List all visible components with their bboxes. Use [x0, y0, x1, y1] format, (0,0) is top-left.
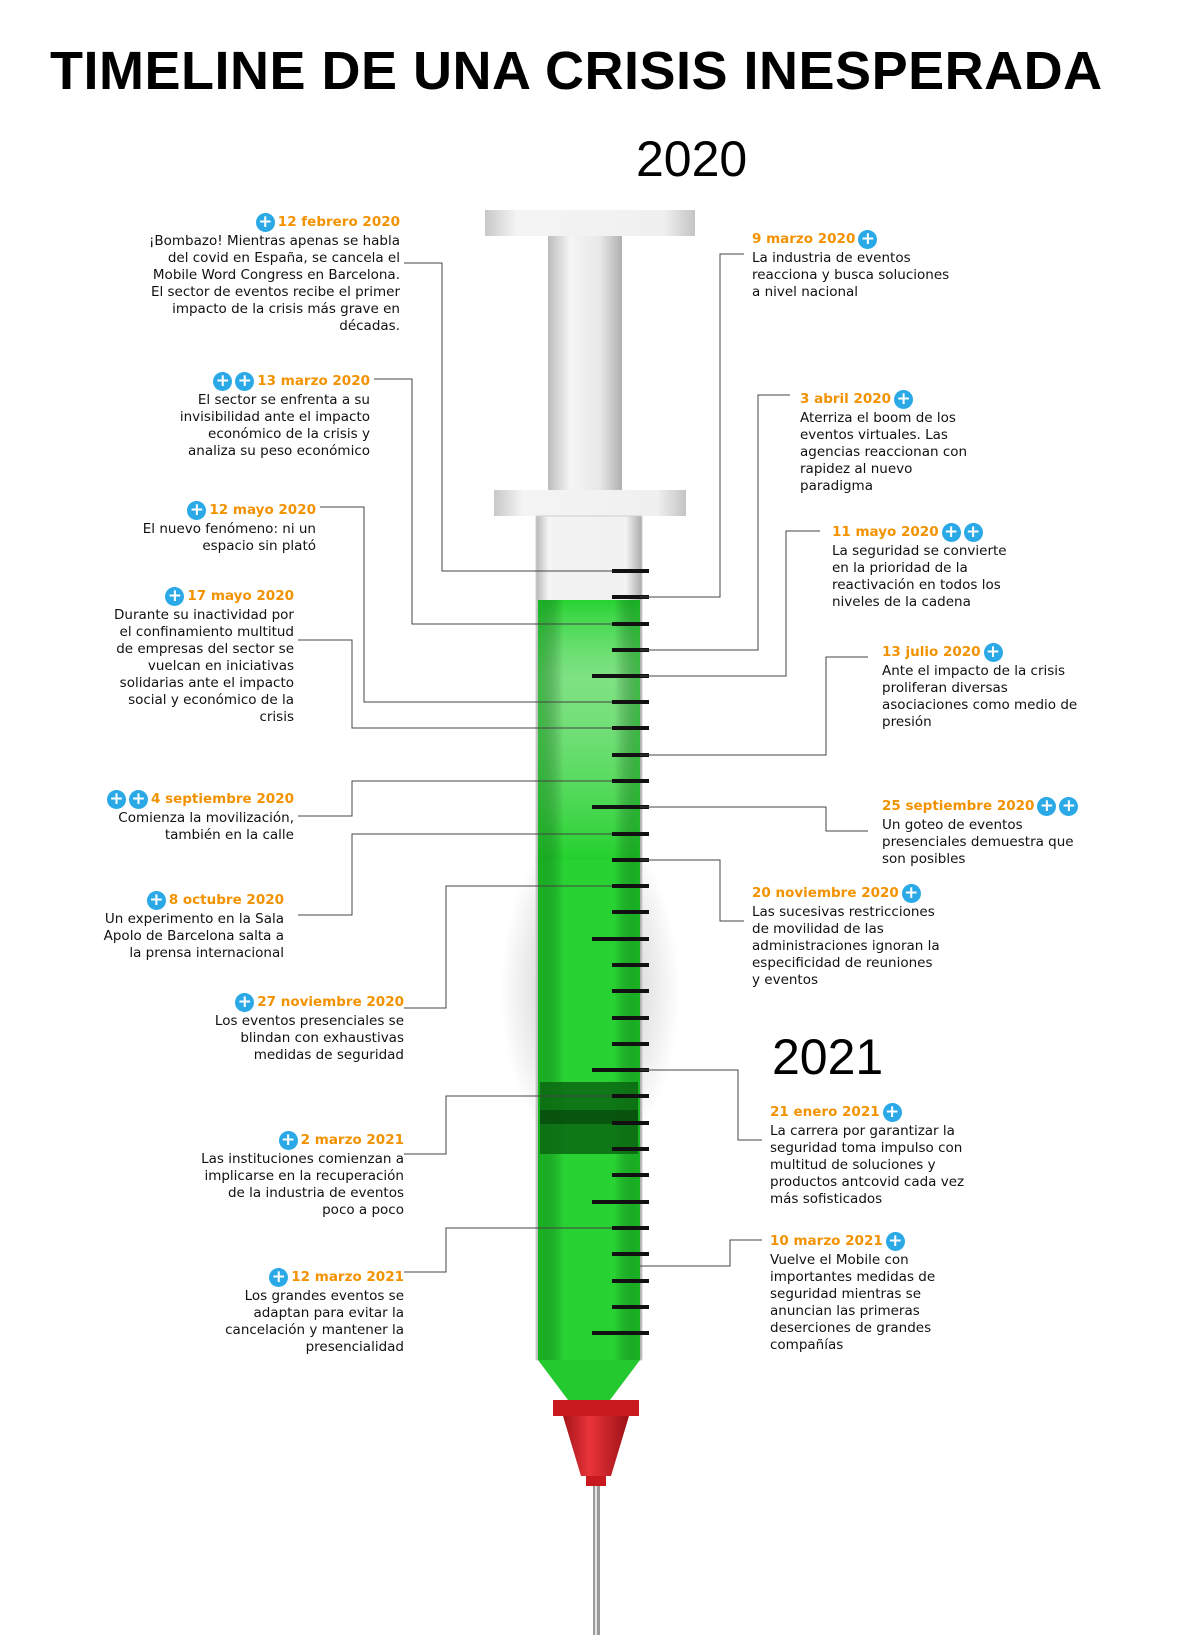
event-date: 12 marzo 2021 [291, 1269, 404, 1285]
event-12-mayo-2020 [130, 501, 316, 555]
plus-icon[interactable]: + [964, 523, 983, 542]
event-25-septiembre-2020 [882, 797, 1092, 868]
plus-icon[interactable]: + [235, 993, 254, 1012]
event-8-octubre-2020 [90, 891, 284, 962]
plus-icon[interactable]: + [886, 1232, 905, 1251]
event-description: Los grandes eventos se adaptan para evitar la cancelación y mantener la presencialidad [225, 1288, 404, 1355]
event-description: La industria de eventos reacciona y busca soluciones a nivel nacional [752, 250, 950, 300]
plus-icon[interactable]: + [235, 372, 254, 391]
event-date: 8 octubre 2020 [168, 892, 284, 908]
event-3-abril-2020 [800, 390, 975, 495]
event-date: 27 noviembre 2020 [257, 994, 404, 1010]
year-2021-label: 2021 [772, 1029, 884, 1085]
event-description: Las sucesivas restricciones de movilidad de las administraciones ignoran la especificidad de reuniones y eventos [752, 904, 940, 988]
plus-icon[interactable]: + [902, 884, 921, 903]
event-date: 12 febrero 2020 [277, 214, 400, 230]
plus-icon[interactable]: + [1059, 797, 1078, 816]
event-13-julio-2020 [882, 643, 1078, 731]
plus-icon[interactable]: + [894, 390, 913, 409]
event-description: Un goteo de eventos presenciales demuestra que son posibles [882, 817, 1074, 867]
event-2-marzo-2021 [200, 1131, 404, 1219]
event-27-noviembre-2020 [200, 993, 404, 1064]
plus-icon[interactable]: + [279, 1131, 298, 1150]
event-description: Comienza la movilización, también en la calle [118, 810, 294, 843]
plus-icon[interactable]: + [1037, 797, 1056, 816]
plus-icon[interactable]: + [883, 1103, 902, 1122]
plus-icon[interactable]: + [858, 230, 877, 249]
plus-icon[interactable]: + [942, 523, 961, 542]
event-description: La seguridad se convierte en la prioridad de la reactivación en todos los niveles de la cadena [832, 543, 1007, 610]
event-date: 13 julio 2020 [882, 644, 981, 660]
event-description: Aterriza el boom de los eventos virtuales. Las agencias reaccionan con rapidez al nuevo paradigma [800, 410, 968, 494]
event-9-marzo-2020 [752, 230, 952, 301]
event-date: 2 marzo 2021 [300, 1132, 404, 1148]
event-date: 3 abril 2020 [800, 391, 892, 407]
page-title: TIMELINE DE UNA CRISIS INESPERADA [50, 41, 1103, 101]
event-date: 12 mayo 2020 [209, 502, 316, 518]
event-date: 21 enero 2021 [770, 1104, 880, 1120]
plus-icon[interactable]: + [984, 643, 1003, 662]
plus-icon[interactable]: + [187, 501, 206, 520]
event-date: 25 septiembre 2020 [882, 798, 1035, 814]
plus-icon[interactable]: + [269, 1268, 288, 1287]
event-description: El nuevo fenómeno: ni un espacio sin plató [142, 521, 316, 554]
event-11-mayo-2020 [832, 523, 1022, 611]
event-20-noviembre-2020 [752, 884, 942, 989]
event-description: Un experimento en la Sala Apolo de Barcelona salta a la prensa internacional [103, 911, 284, 961]
event-description: Las instituciones comienzan a implicarse en la recuperación de la industria de eventos poco a poco [201, 1151, 404, 1218]
event-date: 17 mayo 2020 [187, 588, 294, 604]
event-date: 11 mayo 2020 [832, 524, 939, 540]
event-description: El sector se enfrenta a su invisibilidad ante el impacto económico de la crisis y analiza su peso económico [179, 392, 370, 459]
plus-icon[interactable]: + [147, 891, 166, 910]
plus-icon[interactable]: + [256, 213, 275, 232]
event-17-mayo-2020 [100, 587, 294, 726]
event-description: Ante el impacto de la crisis proliferan diversas asociaciones como medio de presión [882, 663, 1078, 730]
event-10-marzo-2021 [770, 1232, 960, 1354]
event-date: 10 marzo 2021 [770, 1233, 883, 1249]
event-12-febrero-2020 [140, 213, 400, 335]
plus-icon[interactable]: + [213, 372, 232, 391]
plus-icon[interactable]: + [165, 587, 184, 606]
event-description: Vuelve el Mobile con importantes medidas de seguridad mientras se anuncian las primeras deserciones de grandes compañías [770, 1252, 936, 1353]
year-2020-label: 2020 [636, 131, 748, 187]
plus-icon[interactable]: + [129, 790, 148, 809]
event-date: 20 noviembre 2020 [752, 885, 899, 901]
event-description: La carrera por garantizar la seguridad toma impulso con multitud de soluciones y productos antcovid cada vez más sofisticados [770, 1123, 965, 1207]
event-21-enero-2021 [770, 1103, 970, 1208]
event-description: Durante su inactividad por el confinamiento multitud de empresas del sector se vuelcan en iniciativas solidarias ante el impacto social y económico de la crisis [114, 607, 294, 725]
event-date: 9 marzo 2020 [752, 231, 856, 247]
event-12-marzo-2021 [210, 1268, 404, 1356]
event-4-septiembre-2020 [100, 790, 294, 844]
event-date: 4 septiembre 2020 [150, 791, 294, 807]
plus-icon[interactable]: + [107, 790, 126, 809]
event-description: ¡Bombazo! Mientras apenas se habla del covid en España, se cancela el Mobile Word Congress en Barcelona. El sector de eventos recibe el primer impacto de la crisis más grave en décadas. [148, 233, 400, 334]
event-date: 13 marzo 2020 [257, 373, 370, 389]
event-description: Los eventos presenciales se blindan con exhaustivas medidas de seguridad [214, 1013, 404, 1063]
event-13-marzo-2020 [160, 372, 370, 460]
